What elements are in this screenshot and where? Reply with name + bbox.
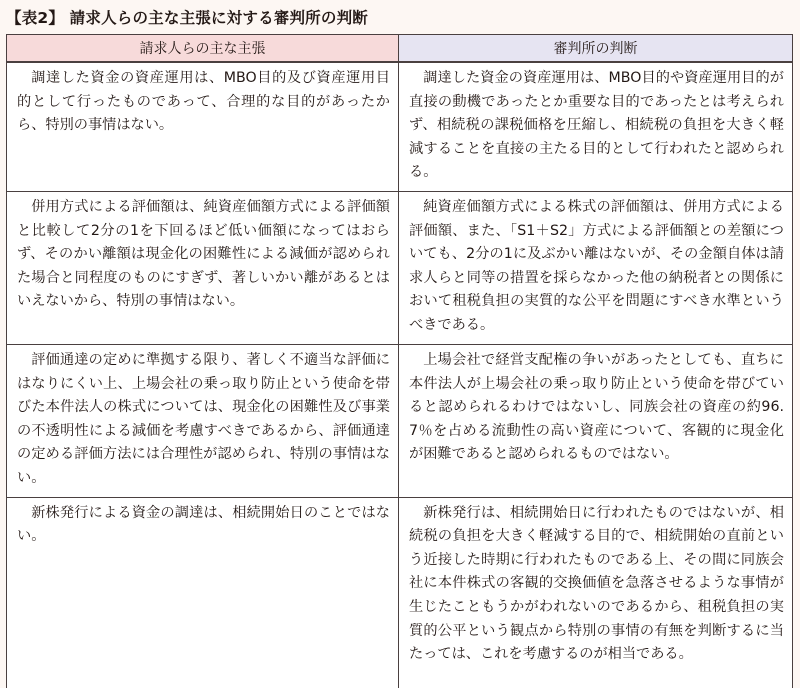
table-row — [7, 62, 793, 191]
table-caption: 【表2】 請求人らの主な主張に対する審判所の判断 — [6, 9, 368, 27]
judgment-cell: 調達した資金の資産運用は、MBO目的や資産運用目的が直接の動機であったとか重要な目的であったとは考えられず、相続税の課税価格を圧縮し、相続税の負担を大きく軽減することを直接の主たる目的として行われたと認められる。 — [399, 62, 793, 191]
claim-cell: 新株発行による資金の調達は、相続開始日のことではない。 — [7, 497, 399, 688]
header-row — [7, 35, 793, 63]
judgment-cell: 純資産価額方式による株式の評価額は、併用方式による評価額、また、「S1＋S2」方式による評価額との差額についても、2分の1に及ぶかい離はないが、その金額自体は請求人らと同等の措置を採らなかった他の納税者との関係において租税負担の実質的な公平を問題にすべき水準というべきである。 — [399, 191, 793, 344]
table-row — [7, 191, 793, 344]
judgment-cell: 上場会社で経営支配権の争いがあったとしても、直ちに本件法人が上場会社の乗っ取り防止という使命を帯びていると認められるわけではないし、同族会社の資産の約96.7％を占める流動性の高い資産について、客観的に現金化が困難であると認められるものではない。 — [399, 344, 793, 497]
table-row — [7, 344, 793, 497]
claim-cell: 評価通達の定めに準拠する限り、著しく不適当な評価にはなりにくい上、上場会社の乗っ取り防止という使命を帯びた本件法人の株式については、現金化の困難性及び事業の不透明性による減価を考慮すべきであるから、評価通達の定める評価方法には合理性が認められ、特別の事情はない。 — [7, 344, 399, 497]
column-header-claims: 請求人らの主な主張 — [7, 35, 399, 63]
comparison-table — [6, 34, 793, 688]
judgment-cell: 新株発行は、相続開始日に行われたものではないが、相続税の負担を大きく軽減する目的で、相続開始の直前という近接した時期に行われたものである上、その間に同族会社に本件株式の客観的交換価値を急落させるような事情が生じたこともうかがわれないのであるから、租税負担の実質的公平という観点から特別の事情の有無を判断するに当たっては、これを考慮するのが相当である。 — [399, 497, 793, 688]
claim-cell: 調達した資金の資産運用は、MBO目的及び資産運用目的として行ったものであって、合理的な目的があったから、特別の事情はない。 — [7, 62, 399, 191]
claim-cell: 併用方式による評価額は、純資産価額方式による評価額と比較して2分の1を下回るほど低い価額になってはおらず、そのかい離額は現金化の困難性による減価が認められた場合と同程度のものにすぎず、著しいかい離があるとはいえないから、特別の事情はない。 — [7, 191, 399, 344]
table-row — [7, 497, 793, 688]
column-header-judgment: 審判所の判断 — [399, 35, 793, 63]
